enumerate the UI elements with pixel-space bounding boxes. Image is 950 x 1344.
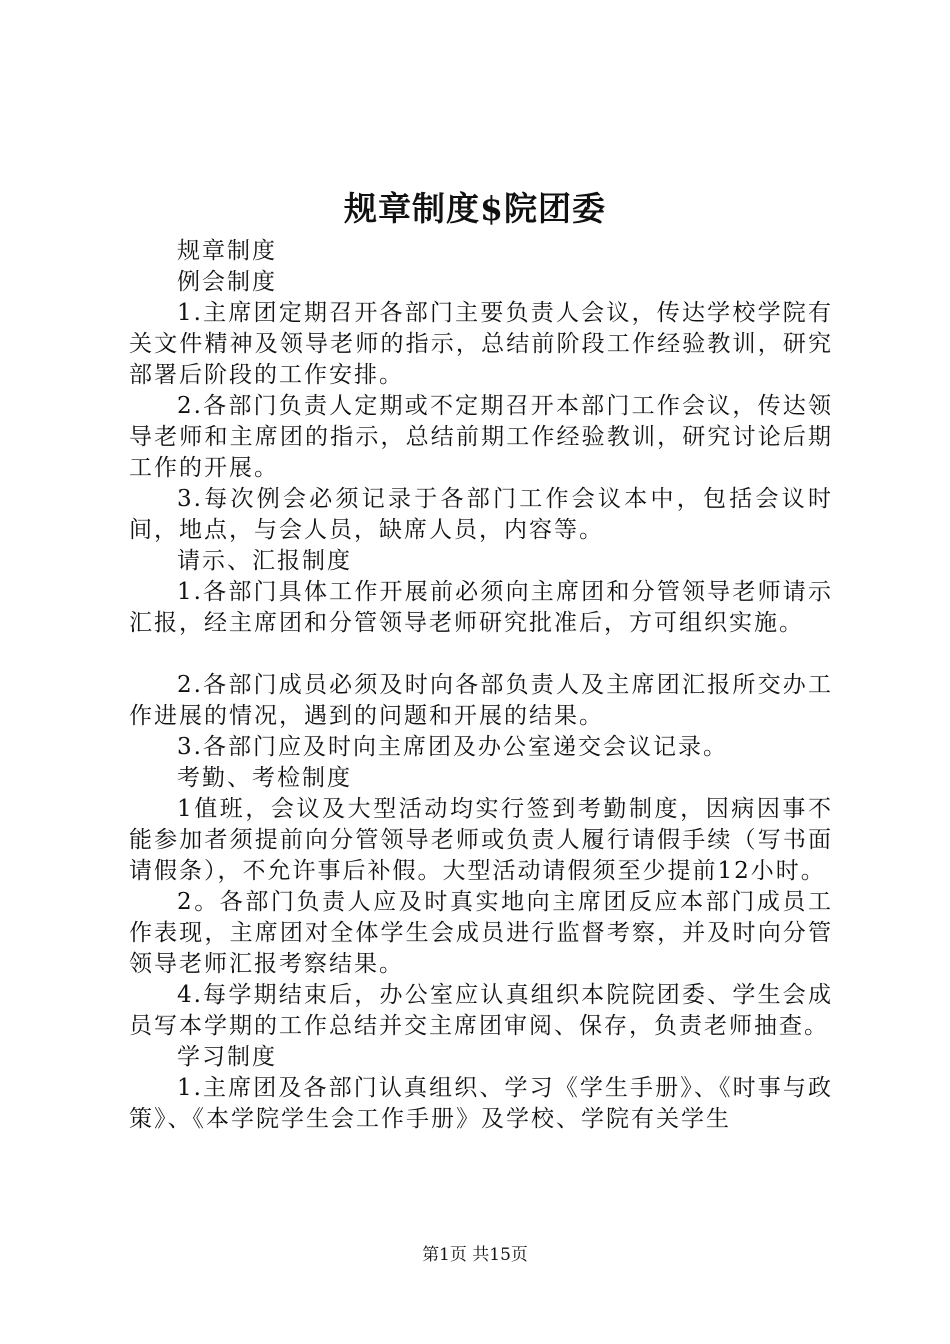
section-heading: 规章制度 [177,238,277,264]
section-heading: 请示、汇报制度 [177,548,352,574]
section-heading: 学习制度 [177,1044,277,1070]
paragraph: 3.各部门应及时向主席团及办公室递交会议记录。 [177,734,728,760]
document-body [129,236,833,1135]
paragraph: 4.每学期结束后，办公室应认真组织本院院团委、学生会成员写本学期的工作总结并交主席团审阅、保存，负责老师抽查。 [129,982,833,1039]
section-heading: 例会制度 [177,269,277,295]
paragraph: 2。各部门负责人应及时真实地向主席团反应本部门成员工作表现，主席团对全体学生会成员进行监督考察，并及时向分管领导老师汇报考察结果。 [129,889,833,977]
paragraph: 1.主席团定期召开各部门主要负责人会议，传达学校学院有关文件精神及领导老师的指示，总结前阶段工作经验教训，研究部署后阶段的工作安排。 [129,300,833,388]
paragraph: 1.主席团及各部门认真组织、学习《学生手册》、《时事与政策》、《本学院学生会工作手册》及学校、学院有关学生 [129,1075,833,1132]
paragraph: 2.各部门负责人定期或不定期召开本部门工作会议，传达领导老师和主席团的指示，总结前期工作经验教训，研究讨论后期工作的开展。 [129,393,833,481]
page-number-footer: 第1页 共15页 [422,1245,528,1265]
paragraph: 1.各部门具体工作开展前必须向主席团和分管领导老师请示汇报，经主席团和分管领导老师研究批准后，方可组织实施。 [129,579,833,636]
blank-line [129,639,833,670]
paragraph: 1值班，会议及大型活动均实行签到考勤制度，因病因事不能参加者须提前向分管领导老师或负责人履行请假手续（写书面请假条），不允许事后补假。大型活动请假须至少提前12小时。 [129,796,833,884]
document-title: 规章制度$院团委 [344,189,606,228]
section-heading: 考勤、考检制度 [177,765,352,791]
paragraph: 2.各部门成员必须及时向各部负责人及主席团汇报所交办工作进展的情况，遇到的问题和开展的结果。 [129,672,833,729]
paragraph: 3.每次例会必须记录于各部门工作会议本中，包括会议时间，地点，与会人员，缺席人员，内容等。 [129,486,833,543]
